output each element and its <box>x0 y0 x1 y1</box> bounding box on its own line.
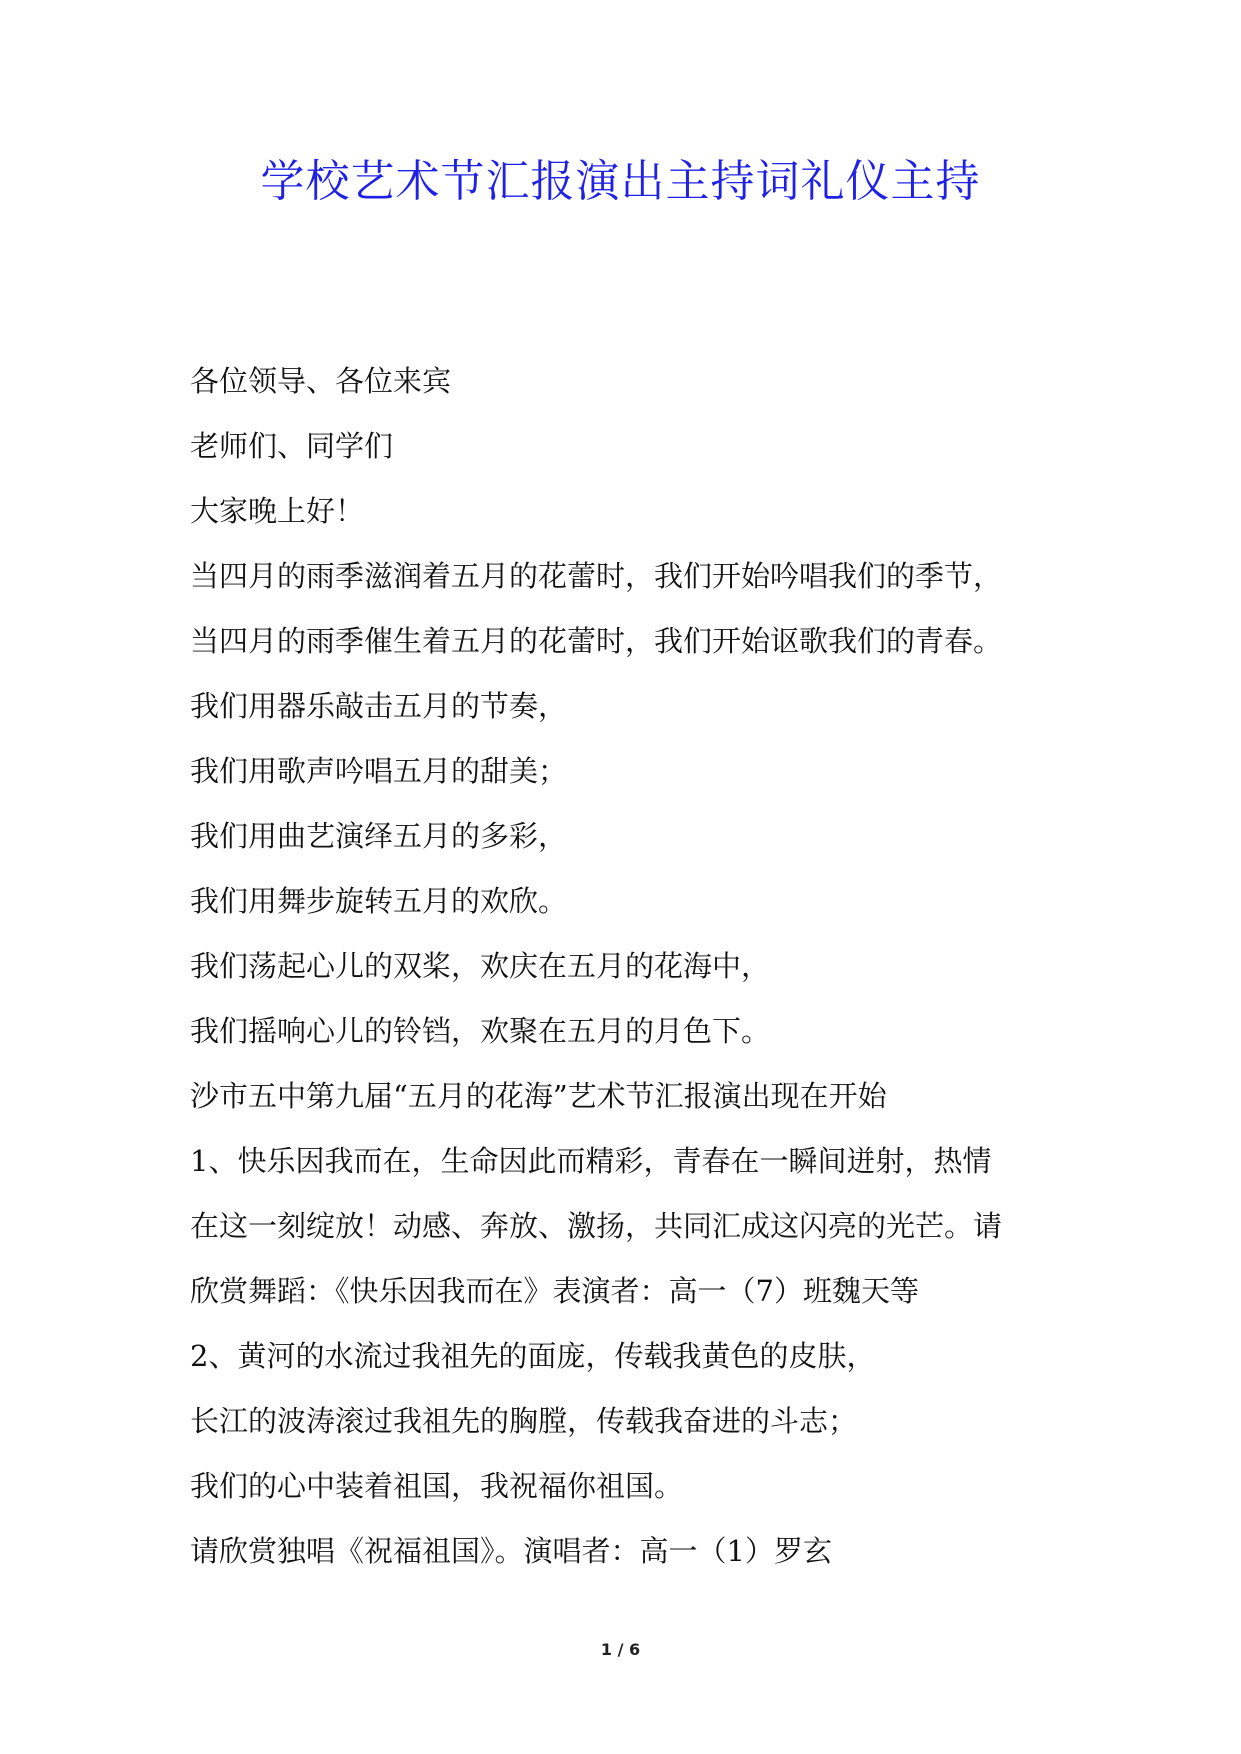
document-title: 学校艺术节汇报演出主持词礼仪主持 <box>260 156 981 207</box>
body-line: 我们荡起心儿的双桨，欢庆在五月的花海中， <box>190 949 771 983</box>
body-line: 1、快乐因我而在，生命因此而精彩，青春在一瞬间迸射，热情 <box>190 1144 992 1178</box>
body-line: 我们摇响心儿的铃铛，欢聚在五月的月色下。 <box>190 1014 771 1048</box>
body-line: 大家晚上好！ <box>190 494 365 528</box>
body-line: 各位领导、各位来宾 <box>190 364 452 398</box>
body-line: 在这一刻绽放！动感、奔放、激扬，共同汇成这闪亮的光芒。请 <box>190 1209 1003 1243</box>
body-line: 欣赏舞蹈：《快乐因我而在》表演者：高一（7）班魏天等 <box>190 1274 919 1308</box>
body-line: 请欣赏独唱《祝福祖国》。演唱者：高一（1）罗玄 <box>190 1534 832 1568</box>
body-line: 当四月的雨季滋润着五月的花蕾时，我们开始吟唱我们的季节， <box>190 559 1003 593</box>
document-body <box>190 349 1090 1584</box>
body-line: 当四月的雨季催生着五月的花蕾时，我们开始讴歌我们的青春。 <box>190 624 1003 658</box>
body-line: 长江的波涛滚过我祖先的胸膛，传载我奋进的斗志； <box>190 1404 858 1438</box>
page-number: 1 / 6 <box>600 1640 641 1659</box>
body-line: 我们用舞步旋转五月的欢欣。 <box>190 884 568 918</box>
body-line: 我们用曲艺演绎五月的多彩， <box>190 819 568 853</box>
body-line: 我们用歌声吟唱五月的甜美； <box>190 754 568 788</box>
body-line: 我们用器乐敲击五月的节奏， <box>190 689 568 723</box>
body-line: 我们的心中装着祖国，我祝福你祖国。 <box>190 1469 684 1503</box>
body-line: 老师们、同学们 <box>190 429 394 463</box>
body-line: 沙市五中第九届“五月的花海”艺术节汇报演出现在开始 <box>190 1079 887 1113</box>
body-line: 2、黄河的水流过我祖先的面庞，传载我黄色的皮肤， <box>190 1339 876 1373</box>
